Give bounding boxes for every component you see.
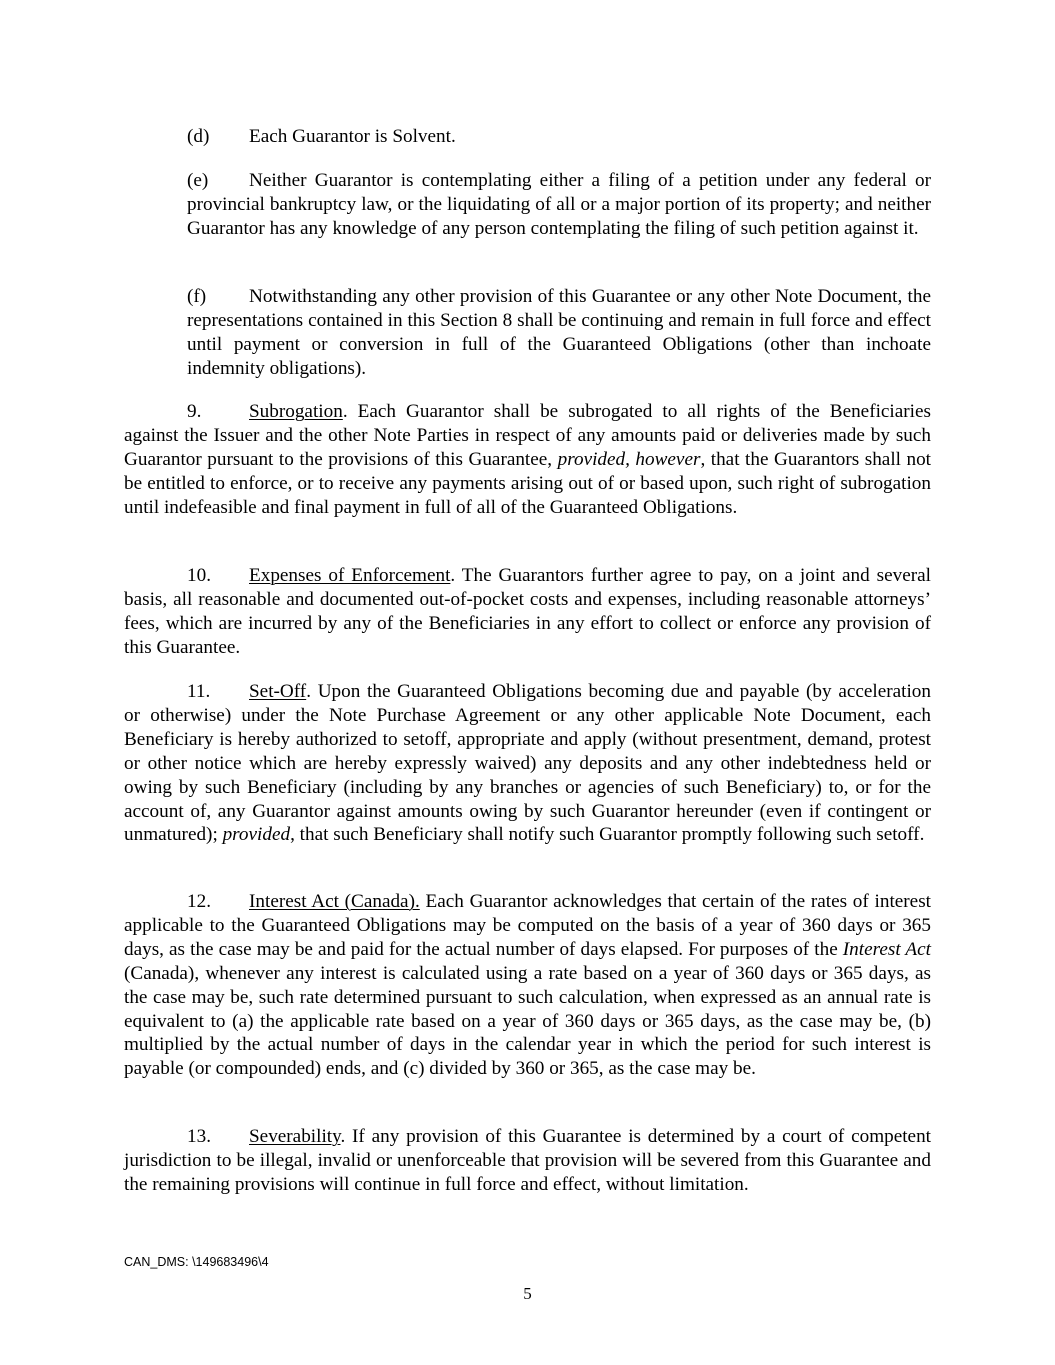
section-10-expenses-of-enforcement <box>124 564 931 660</box>
section-11-set-off <box>124 680 931 847</box>
section-number: 12. <box>187 891 211 912</box>
section-heading: Set-Off <box>249 681 307 702</box>
section-number: 9. <box>187 401 202 422</box>
clause-label: (d) <box>187 126 210 147</box>
section-number: 11. <box>187 681 211 702</box>
clause-e <box>187 169 931 241</box>
section-12-interest-act <box>124 890 931 1081</box>
section-text: . Upon the Guaranteed Obligations becoming due and payable (by acceleration or otherwise) under the Note Purchase Agreement or any other applicable Note Document, each Beneficiary is hereby authorized to setoff, appropriate and apply (without presentment, demand, protest or other notice which are hereby expressly waived) any deposits and any other indebtedness held or owing by such Beneficiary (including by any branches or agencies of such Beneficiary) to, or for the account of, any Guarantor against amounts owing by such Guarantor hereunder (even if contingent or unmatured); <box>124 681 931 846</box>
document-id-footer: CAN_DMS: \149683496\4 <box>124 1255 269 1269</box>
section-text: , that such Beneficiary shall notify such Guarantor promptly following such setoff. <box>290 824 925 846</box>
section-heading: Severability <box>249 1126 341 1147</box>
section-number: 10. <box>187 565 211 586</box>
section-number: 13. <box>187 1126 211 1147</box>
section-heading: Expenses of Enforcement <box>249 565 451 586</box>
section-text: Each Guarantor acknowledges that certain of the rates of interest applicable to the Guaranteed Obligations may be computed on the basis of a year of 360 days or 365 days, as the case may be and paid for the actual number of days elapsed. For purposes of the <box>124 891 931 960</box>
section-heading: Interest Act (Canada). <box>249 891 420 912</box>
section-13-severability <box>124 1125 931 1197</box>
clause-f <box>187 285 931 381</box>
section-italic-text: provided, however <box>557 448 701 470</box>
section-text: . The Guarantors further agree to pay, on a joint and several basis, all reasonable and documented out-of-pocket costs and expenses, including reasonable attorneys’ fees, which are incurred by any of the Beneficiaries in any effort to collect or enforce any provision of this Guarantee. <box>124 565 931 658</box>
page-number: 5 <box>523 1284 532 1303</box>
clause-label: (e) <box>187 170 209 191</box>
section-text: . Each Guarantor shall be subrogated to all rights of the Beneficiaries against the Issuer and the other Note Parties in respect of any amounts paid or deliveries made by such Guarantor pursuant to the provisions of this Guarantee, <box>124 401 931 470</box>
clause-d <box>187 125 931 149</box>
section-text: . If any provision of this Guarantee is determined by a court of competent jurisdiction to be illegal, invalid or unenforceable that provision will be severed from this Guarantee and the remaining provisions will continue in full force and effect, without limitation. <box>124 1126 931 1195</box>
section-italic-text: Interest Act <box>842 938 931 960</box>
clause-label: (f) <box>187 286 207 307</box>
section-heading: Subrogation <box>249 401 343 422</box>
section-text: (Canada), whenever any interest is calculated using a rate based on a year of 360 days or 365 days, as the case may be, such rate determined pursuant to such calculation, when expressed as an annual rate is equivalent to (a) the applicable rate based on a year of 360 days or 365 days, as the case may be, (b) multiplied by the actual number of days in the calendar year in which the period for such interest is payable (or compounded) ends, and (c) divided by 360 or 365, as the case may be. <box>124 962 931 1080</box>
clause-text: Neither Guarantor is contemplating either a filing of a petition under any federal or provincial bankruptcy law, or the liquidating of all or a major portion of its property; and neither Guarantor has any knowledge of any person contemplating the filing of such petition against it. <box>187 170 931 239</box>
section-text: , that the Guarantors shall not be entitled to enforce, or to receive any payments arising out of or based upon, such right of subrogation until indefeasible and final payment in full of all of the Guaranteed Obligations. <box>124 448 932 518</box>
section-9-subrogation <box>124 400 931 520</box>
clause-text: Notwithstanding any other provision of this Guarantee or any other Note Document, the representations contained in this Section 8 shall be continuing and remain in full force and effect until payment or conversion in full of the Guaranteed Obligations (other than inchoate indemnity obligations). <box>187 286 931 379</box>
clause-text: Each Guarantor is Solvent. <box>249 126 456 147</box>
section-italic-text: provided <box>222 824 291 846</box>
